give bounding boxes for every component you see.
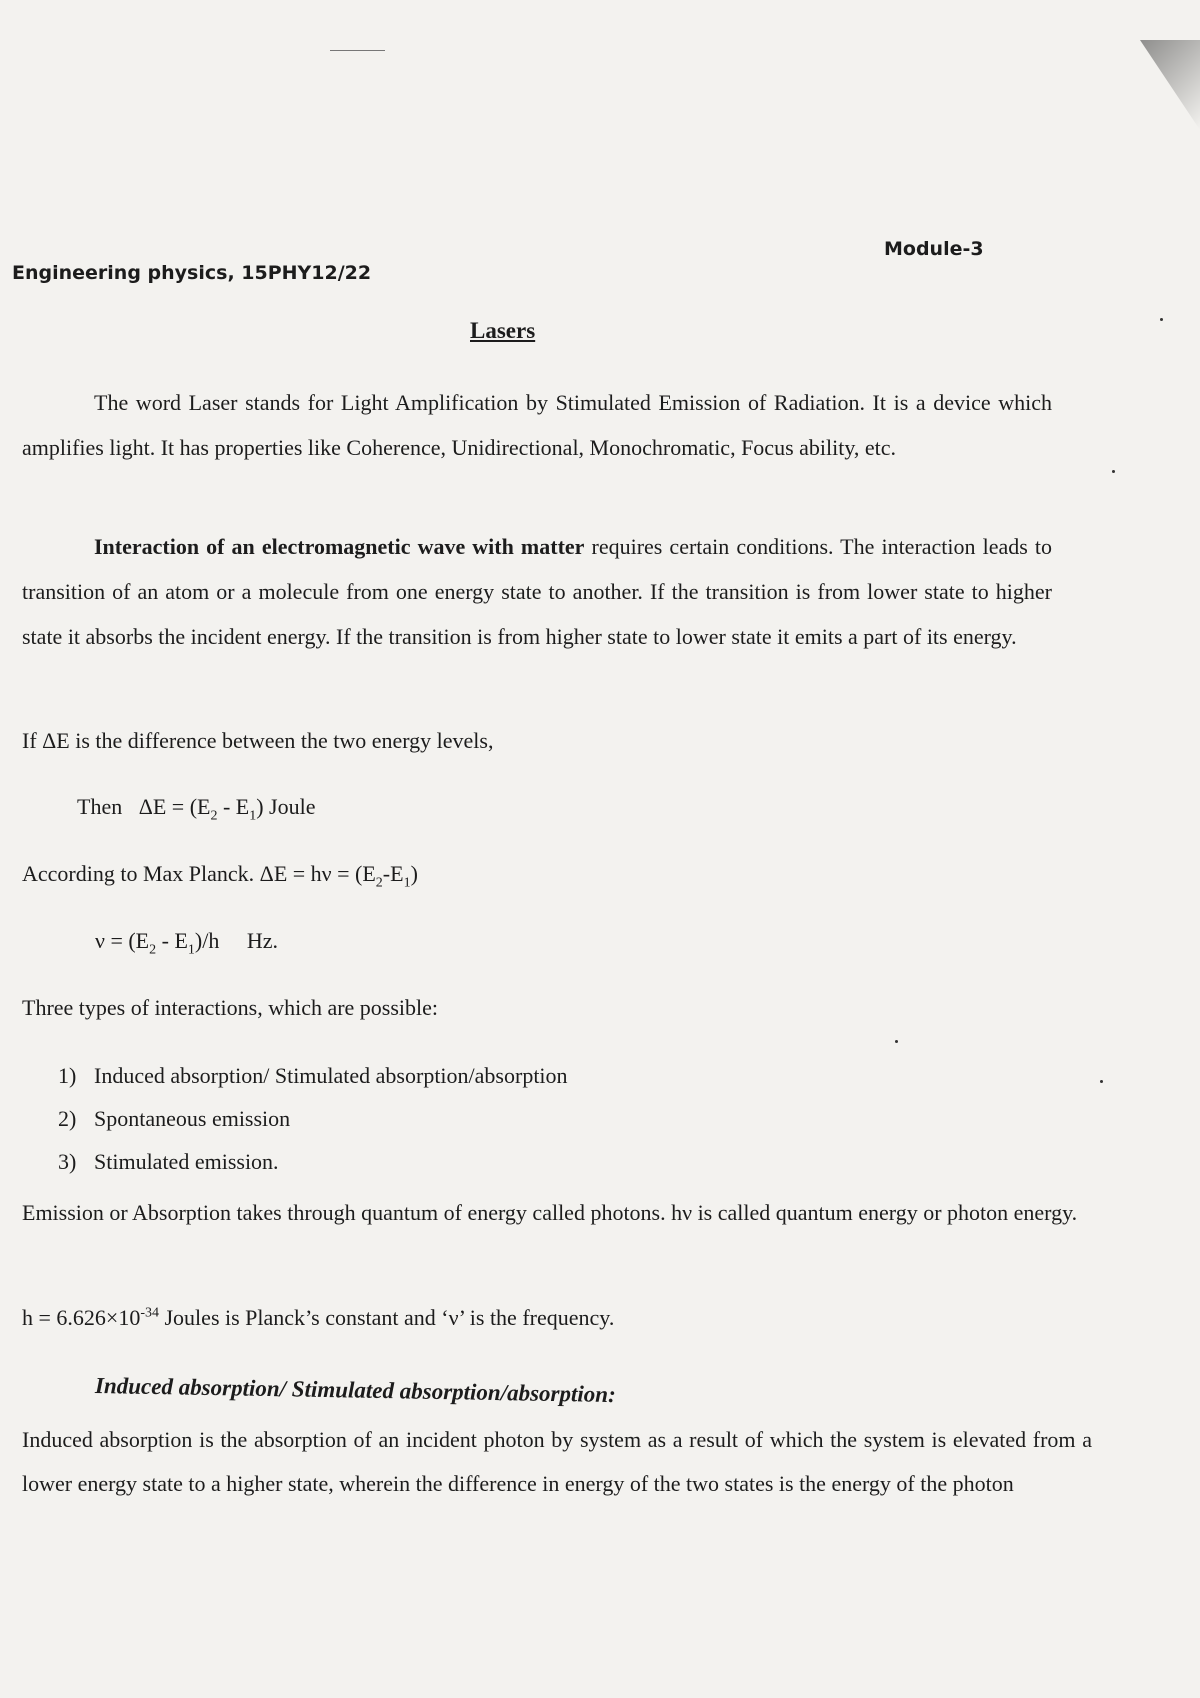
planck-equation: According to Max Planck. $\Delta E = h\nu = (E_2-E_1)$ [22,861,418,891]
interaction-lead: Interaction of an electromagnetic wave with matter [94,534,585,559]
induced-absorption-paragraph: Induced absorption is the absorption of an incident photon by system as a result of which the system is elevated from a lower energy state to a higher state, wherein the difference in energy of the two states is the energy of the photon [22,1427,1092,1496]
planck-constant: $h = 6.626\times 10^{-34}$ Joules is Planck’s constant and ‘ν’ is the frequency. [22,1305,615,1330]
scan-speck [1160,318,1163,321]
scan-speck [1100,1080,1103,1083]
list-item: 1) Induced absorption/ Stimulated absorption/absorption [58,1063,568,1088]
interaction-paragraph: Interaction of an electromagnetic wave with matter requires certain conditions. The interaction leads to transition of an atom or a molecule from one energy state to another. If the transition is from lower state to higher state it absorbs the incident energy. If the transition is from higher state to lower state it emits a part of its energy. [22,534,1052,649]
module-header: Module-3 [884,238,984,260]
types-intro: Three types of interactions, which are possible: [22,995,439,1020]
delta-intro: If ΔE is the difference between the two energy levels, [22,728,494,753]
then-equation: Then $\Delta E = (E_2 - E_1)$ Joule [77,794,316,824]
scan-mark [330,50,385,51]
list-item: 2) Spontaneous emission [58,1106,291,1131]
course-header: Engineering physics, 15PHY12/22 [12,262,372,284]
intro-paragraph: The word Laser stands for Light Amplification by Stimulated Emission of Radiation. It is a device which amplifies light. It has properties like Coherence, Unidirectional, Monochromatic, Focus ability, etc. [22,390,1052,460]
page-title: Lasers [470,318,536,343]
photon-paragraph: Emission or Absorption takes through quantum of energy called photons. hν is called quantum energy or photon energy. [22,1200,1078,1225]
scan-corner-shadow [1140,40,1200,130]
induced-absorption-heading: Induced absorption/ Stimulated absorption/absorption: [94,1373,616,1408]
list-item: 3) Stimulated emission. [58,1149,279,1174]
scan-speck [895,1040,898,1043]
scan-speck [1112,470,1115,473]
frequency-equation: $\nu = (E_2 - E_1)/h$ Hz. [95,928,278,958]
